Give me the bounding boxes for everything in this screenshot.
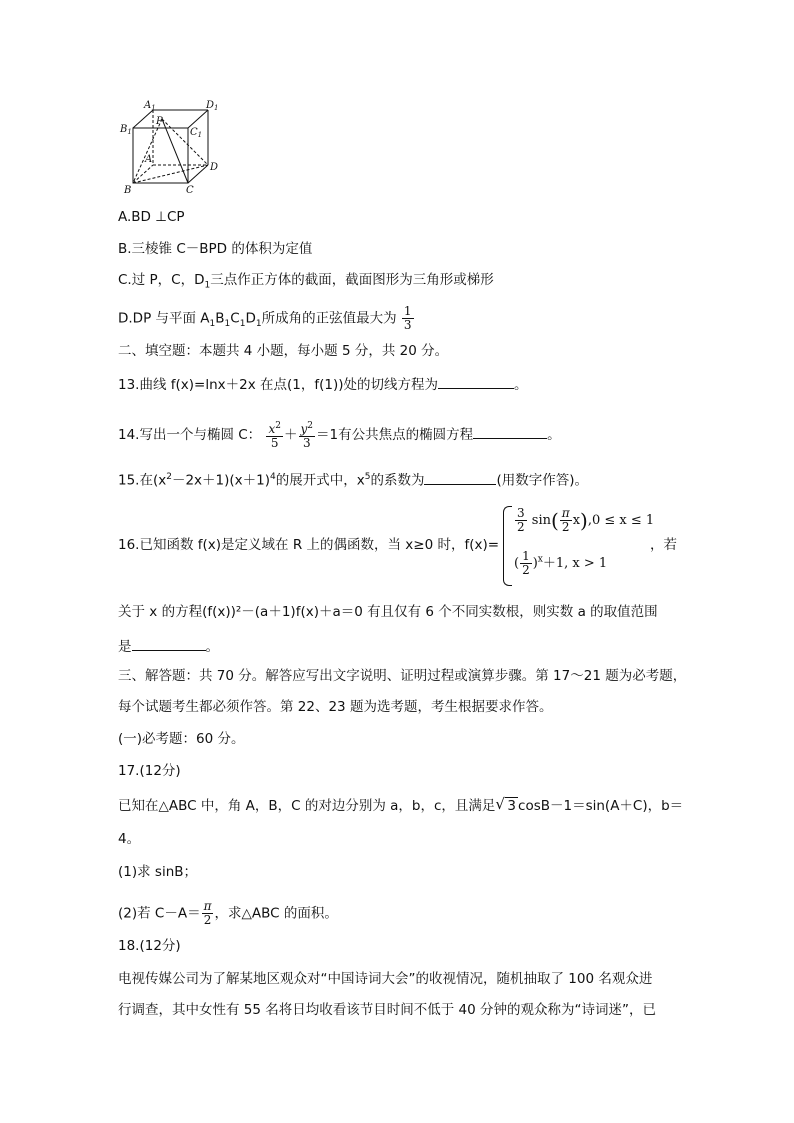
question-18-title: 18.(12分) [118, 938, 181, 954]
label-d1: $D_1$ [206, 100, 219, 112]
question-17-line1: 已知在△ABC 中，角 A，B，C 的对边分别为 a，b，c，且满足√ 3 cosB－1＝sin(A＋C)，b＝ [118, 797, 683, 815]
question-18-line1: 电视传媒公司为了解某地区观众对“中国诗词大会”的收视情况，随机抽取了 100 名观众进 [118, 971, 653, 987]
question-16-stem: 16.已知函数 f(x)是定义域在 R 上的偶函数，当 x≥0 时，f(x)= [118, 537, 500, 553]
section3-subheading: (一)必考题：60 分。 [118, 731, 245, 747]
option-c: C.过 P，C，$D_1$三点作正方体的截面，截面图形为三角形或梯形 [118, 272, 494, 291]
question-17-title: 17.(12分) [118, 763, 181, 779]
option-d: D.DP 与平面 $A_1B_1C_1D_1$所成角的正弦值最大为 $\frac{1}{3}$ [118, 304, 412, 332]
label-a: A [145, 154, 153, 165]
question-17-part1: (1)求 sinB； [118, 864, 198, 880]
label-b: B [124, 185, 132, 196]
question-17-line2: 4。 [118, 831, 141, 847]
question-15: 15.在$(x^2-2x+1)(x+1)^4$的展开式中，$x^5$的系数为 (用数字作答)。 [118, 468, 588, 490]
question-17-part2: (2)若 C－A＝ $\frac{\pi}{2}$ ，求△ABC 的面积。 [118, 899, 338, 927]
question-16-line3: 是 。 [118, 636, 219, 656]
fraction-one-third: $\frac{1}{3}$ [403, 304, 412, 332]
question-18-line2: 行调查，其中女性有 55 名将日均收看该节目时间不低于 40 分钟的观众称为“诗词迷”，已 [118, 1002, 657, 1018]
answer-blank-15 [424, 470, 496, 485]
question-16-line2: 关于 x 的方程(f(x))²－(a＋1)f(x)＋a＝0 有且仅有 6 个不同实数根，则实数 a 的取值范围 [118, 604, 658, 620]
question-16-tail: ，若 [650, 537, 677, 553]
section3-heading-2: 每个试题考生都必须作答。第 22、23 题为选考题，考生根据要求作答。 [118, 699, 553, 715]
cube-front-face [133, 128, 188, 183]
cube-figure [118, 98, 228, 198]
question-14: 14.写出一个与椭圆 C： $\frac{x^2}{5}$ ＋ $\frac{y^2}{3}$ ＝1有公共焦点的椭圆方程 。 [118, 421, 561, 450]
label-c1: $C_1$ [190, 127, 203, 139]
piecewise-brace [503, 506, 512, 586]
piece-2: ( $\frac{1}{2}$ )$^x$＋1, x > 1 [514, 549, 608, 577]
section2-heading: 二、填空题：本题共 4 小题，每小题 5 分，共 20 分。 [118, 343, 449, 359]
label-b1: $B_1$ [120, 124, 132, 136]
piece-1: $\frac{3}{2}$ sin( $\frac{\pi}{2}$ x),0 ≤ x ≤ 1 [517, 506, 655, 534]
section3-heading: 三、解答题：共 70 分。解答应写出文字说明、证明过程或演算步骤。第 17～21 题为必考题， [118, 668, 687, 684]
option-a: A.BD ⊥CP [118, 209, 185, 225]
label-a1: $A_1$ [144, 100, 156, 112]
answer-blank-14 [473, 424, 547, 439]
question-13: 13.曲线 f(x)=lnx＋2x 在点(1，f(1))处的切线方程为 。 [118, 374, 528, 394]
answer-blank-16 [132, 636, 206, 651]
answer-blank-13 [438, 374, 514, 389]
label-c: C [186, 185, 194, 196]
option-b: B.三棱锥 C－BPD 的体积为定值 [118, 241, 313, 257]
label-d: D [210, 162, 219, 173]
label-p: P [156, 116, 163, 127]
